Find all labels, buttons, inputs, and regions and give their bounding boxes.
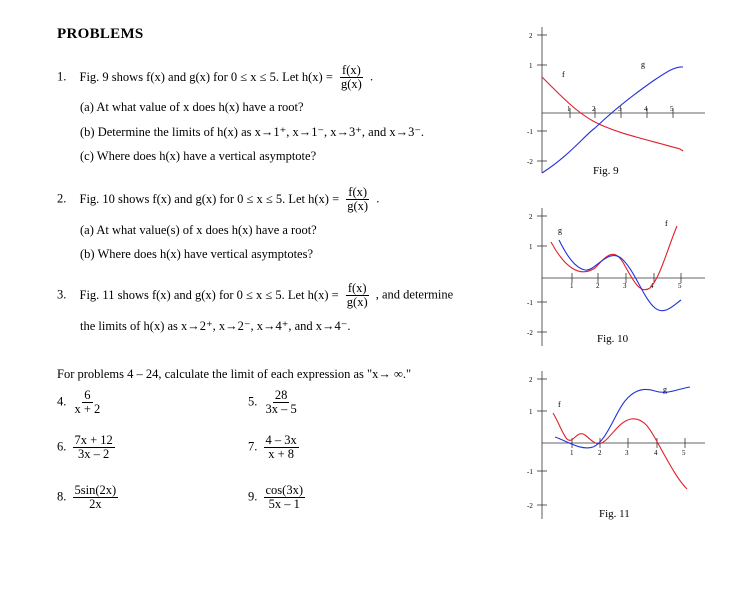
- problem-tail: , and determine: [375, 287, 454, 302]
- numerator: 5sin(2x): [74, 483, 117, 497]
- denominator: g(x): [347, 199, 369, 214]
- exercise-8: [57, 484, 121, 511]
- numerator: f(x): [342, 63, 361, 77]
- x-tick-label: 1: [570, 449, 574, 457]
- y-tick-label: 1: [529, 243, 533, 251]
- x-tick-label: 3: [625, 449, 629, 457]
- f-label: f: [562, 70, 565, 79]
- period: .: [369, 69, 374, 84]
- g-curve: [555, 387, 690, 448]
- x-tick-label: 3: [618, 105, 622, 113]
- part-a: [80, 100, 304, 115]
- numerator: 6: [84, 388, 91, 402]
- x-tick-label: 5: [678, 282, 682, 290]
- f-curve: [542, 77, 683, 151]
- denominator: 3x – 5: [265, 402, 297, 417]
- part-text: Where does h(x) have a vertical asymptote?: [96, 149, 317, 163]
- fraction: [264, 484, 306, 511]
- fig-9: [515, 15, 715, 185]
- part-b: [80, 124, 424, 140]
- fraction: [73, 484, 119, 511]
- denominator: x + 2: [74, 402, 101, 417]
- axes: [537, 208, 705, 346]
- fraction: [264, 434, 299, 461]
- exercise-number: 7.: [248, 439, 258, 454]
- fraction: [345, 186, 370, 213]
- x-tick-label: 4: [654, 449, 658, 457]
- g-label: g: [663, 385, 667, 394]
- exercise-number: 9.: [248, 489, 258, 504]
- axes: [537, 371, 705, 519]
- y-tick-label: 2: [529, 213, 533, 221]
- problem-stem: Fig. 11 shows f(x) and g(x) for 0 ≤ x ≤ 5. Let h(x) =: [79, 287, 339, 302]
- y-tick-label: 2: [529, 376, 533, 384]
- numerator: 7x + 12: [74, 433, 113, 447]
- y-tick-label: -2: [527, 158, 533, 166]
- part-label: (a): [80, 223, 94, 237]
- period: .: [376, 191, 380, 206]
- fig-11: [515, 365, 715, 525]
- problem-3: [57, 282, 453, 309]
- x-tick-label: 1: [567, 105, 571, 113]
- y-tick-label: 2: [529, 32, 533, 40]
- denominator: g(x): [346, 295, 368, 310]
- y-tick-label: -2: [527, 329, 533, 337]
- numerator: f(x): [348, 185, 368, 199]
- g-label: g: [558, 226, 562, 235]
- x-tick-label: 5: [682, 449, 686, 457]
- g-curve: [559, 240, 681, 311]
- x-tick-label: 2: [592, 105, 596, 113]
- f-label: f: [558, 400, 561, 409]
- numerator: f(x): [347, 281, 367, 295]
- x-tick-label: 2: [596, 282, 600, 290]
- denominator: 2x: [89, 497, 102, 512]
- problem-3-line2: the limits of h(x) as x→2⁺, x→2⁻, x→4⁺, and x→4⁻.: [80, 319, 351, 333]
- problem-stem: Fig. 9 shows f(x) and g(x) for 0 ≤ x ≤ 5. Let h(x) =: [79, 69, 333, 84]
- fig-10: [515, 200, 715, 355]
- part-text: At what value of x does h(x) have a root?: [96, 100, 304, 114]
- exercise-number: 4.: [57, 394, 67, 409]
- fraction: [264, 389, 299, 416]
- fraction: [73, 434, 115, 461]
- x-tick-label: 4: [644, 105, 648, 113]
- page-title: PROBLEMS: [57, 26, 144, 42]
- exercise-7: [248, 434, 302, 461]
- y-tick-label: -1: [527, 468, 533, 476]
- denominator: 3x – 2: [78, 447, 110, 462]
- x-tick-label: 4: [650, 282, 654, 290]
- g-curve: [542, 67, 683, 173]
- figure-caption: Fig. 9: [593, 165, 619, 177]
- exercise-6: [57, 434, 118, 461]
- x-tick-label: 3: [623, 282, 627, 290]
- part-label: (b): [80, 247, 95, 261]
- part-label: (a): [80, 100, 94, 114]
- problem-2: [57, 186, 379, 213]
- part-label: (c): [80, 149, 94, 163]
- y-tick-label: -2: [527, 502, 533, 510]
- problem-number: 3.: [57, 287, 67, 302]
- fraction: [345, 282, 370, 309]
- part-label: (b): [80, 125, 95, 139]
- exercise-number: 6.: [57, 439, 67, 454]
- problem-1: [57, 64, 373, 91]
- part-c: [80, 149, 316, 164]
- denominator: 5x – 1: [268, 497, 300, 512]
- y-tick-label: 1: [529, 62, 533, 70]
- limits-intro: For problems 4 – 24, calculate the limit of each expression as "x→ ∞.": [57, 367, 412, 381]
- part-text: Determine the limits of h(x) as x→1⁺, x→1⁻, x→3⁺, and x→3⁻.: [97, 125, 425, 139]
- exercise-9: [248, 484, 308, 511]
- numerator: 4 – 3x: [265, 433, 297, 447]
- x-tick-label: 2: [598, 449, 602, 457]
- denominator: x + 8: [268, 447, 295, 462]
- exercise-4: [57, 389, 105, 416]
- part-text: At what value(s) of x does h(x) have a root?: [96, 223, 317, 237]
- figure-caption: Fig. 10: [597, 333, 629, 345]
- fraction: [73, 389, 103, 416]
- part-text: Where does h(x) have vertical asymptotes?: [97, 247, 314, 261]
- fraction: [339, 64, 364, 91]
- numerator: 28: [274, 388, 288, 402]
- numerator: cos(3x): [265, 483, 303, 497]
- y-tick-label: -1: [527, 299, 533, 307]
- exercise-number: 5.: [248, 394, 258, 409]
- y-tick-label: 1: [529, 408, 533, 416]
- figure-caption: Fig. 11: [599, 508, 630, 520]
- y-tick-label: -1: [527, 128, 533, 136]
- part-b: [80, 247, 313, 262]
- problem-number: 1.: [57, 69, 67, 84]
- problem-number: 2.: [57, 191, 67, 206]
- g-label: g: [641, 60, 645, 69]
- exercise-5: [248, 389, 302, 416]
- x-tick-label: 1: [570, 282, 574, 290]
- x-tick-label: 5: [670, 105, 674, 113]
- problem-stem: Fig. 10 shows f(x) and g(x) for 0 ≤ x ≤ 5. Let h(x) =: [79, 191, 340, 206]
- exercise-number: 8.: [57, 489, 67, 504]
- f-label: f: [665, 219, 668, 228]
- part-a: [80, 223, 317, 238]
- axes: [537, 27, 705, 173]
- denominator: g(x): [341, 77, 362, 92]
